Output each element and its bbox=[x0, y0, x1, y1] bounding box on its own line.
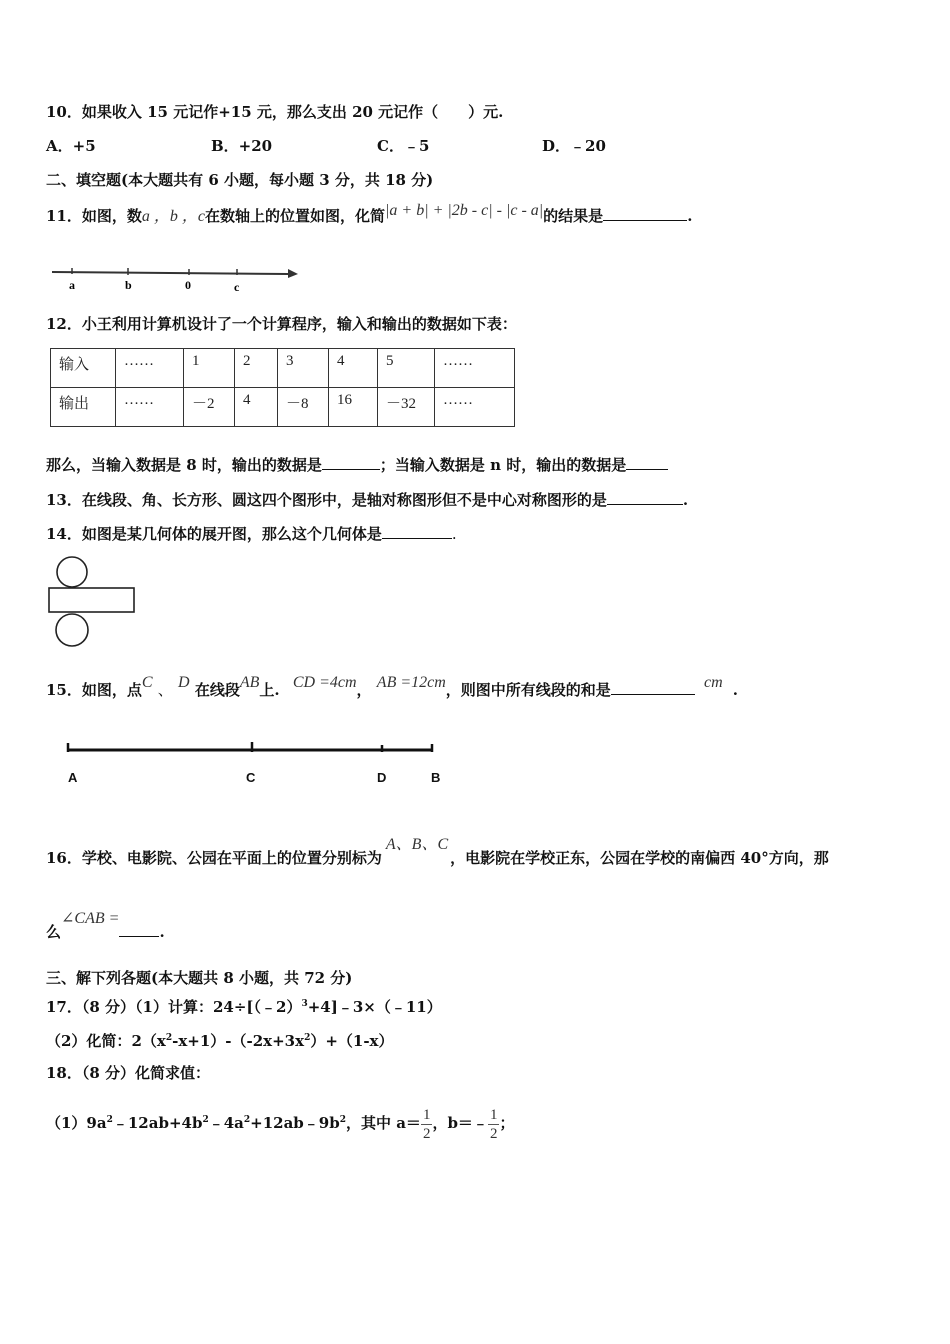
question-17-part2 bbox=[46, 1028, 394, 1051]
question-12-stem: 12．小王利用计算机设计了一个计算程序，输入和输出的数据如下表： bbox=[46, 315, 517, 333]
table-cell: 4 bbox=[235, 388, 278, 427]
q11-vars: a ，b ，c bbox=[141, 208, 205, 225]
answer-blank bbox=[322, 455, 380, 470]
fraction-denominator: 2 bbox=[489, 1125, 498, 1142]
table-row bbox=[51, 349, 515, 388]
label-a: a bbox=[69, 278, 75, 292]
answer-blank bbox=[382, 524, 452, 539]
fraction-numerator: 1 bbox=[422, 1106, 431, 1123]
q17-square-2: 2 bbox=[304, 1033, 311, 1043]
table-cell: 16 bbox=[329, 388, 378, 427]
q18-p3: ﹣4a bbox=[208, 1114, 244, 1132]
table-cell: －2 bbox=[184, 388, 235, 427]
question-13 bbox=[46, 490, 688, 510]
answer-blank bbox=[119, 922, 159, 937]
q15-tail: . bbox=[732, 681, 738, 699]
q16-points: A、B、C bbox=[385, 836, 449, 853]
q16-pre: 16．学校、电影院、公园在平面上的位置分别标为 bbox=[46, 849, 382, 867]
fraction-denominator: 2 bbox=[422, 1125, 431, 1142]
q18-p6: ，b＝﹣ bbox=[432, 1114, 488, 1132]
table-cell: …… bbox=[435, 388, 515, 427]
table-cell: 3 bbox=[278, 349, 329, 388]
fraction-half-b bbox=[488, 1106, 500, 1143]
table-row bbox=[51, 388, 515, 427]
question-16-line2 bbox=[46, 910, 165, 941]
number-line-axis bbox=[52, 272, 288, 274]
table-cell: …… bbox=[116, 388, 184, 427]
question-10-stem: 10．如果收入 15 元记作+15 元，那么支出 20 元记作（ ）元. bbox=[46, 103, 504, 121]
section-2-title: 二、填空题(本大题共有 6 小题，每小题 3 分，共 18 分) bbox=[46, 171, 434, 189]
q18-s2: 2 bbox=[202, 1115, 209, 1125]
question-18-title: 18．（8 分）化简求值： bbox=[46, 1064, 211, 1082]
segment-figure bbox=[62, 740, 442, 756]
question-12-answer bbox=[46, 455, 668, 475]
answer-blank bbox=[626, 455, 668, 470]
q18-s3: 2 bbox=[243, 1115, 251, 1125]
q17-part2a: （2）化简：2（x bbox=[46, 1032, 166, 1050]
question-16 bbox=[46, 836, 829, 870]
q15-sep: 、 bbox=[157, 681, 173, 699]
q15-pre: 15．如图，点 bbox=[46, 681, 142, 699]
q17-part1b: +4]﹣3×（﹣11） bbox=[307, 998, 442, 1016]
bottom-circle bbox=[56, 614, 88, 646]
q15-comma: ， bbox=[356, 681, 372, 699]
table-cell: －8 bbox=[278, 388, 329, 427]
table-cell: …… bbox=[116, 349, 184, 388]
option-c: C．﹣5 bbox=[377, 137, 430, 155]
cylinder-net-figure bbox=[46, 556, 138, 650]
q18-p4: +12ab﹣9b bbox=[250, 1114, 340, 1132]
table-cell: 4 bbox=[329, 349, 378, 388]
q17-part2b: -x+1）-（-2x+3x bbox=[172, 1032, 305, 1050]
q16-line2: 么 bbox=[46, 923, 62, 941]
point-label-b: B bbox=[431, 770, 441, 785]
fraction-half-a bbox=[421, 1106, 433, 1143]
question-10-options bbox=[46, 136, 746, 156]
q18-p1: （1）9a bbox=[46, 1114, 107, 1132]
number-line-figure bbox=[50, 264, 302, 294]
table-cell: …… bbox=[435, 349, 515, 388]
q12-answer-a: 那么，当输入数据是 8 时，输出的数据是 bbox=[46, 456, 322, 474]
q16-angle: ∠CAB = bbox=[61, 910, 120, 927]
q15-point-d: D bbox=[178, 674, 190, 691]
table-cell: 5 bbox=[378, 349, 435, 388]
q15-segment-ab: AB bbox=[239, 674, 260, 691]
point-label-c: C bbox=[246, 770, 256, 785]
q18-tail: ； bbox=[499, 1114, 515, 1132]
q18-p2: ﹣12ab+4b bbox=[112, 1114, 203, 1132]
q17-part2c: ）+（1-x） bbox=[310, 1032, 394, 1050]
question-11 bbox=[46, 202, 693, 227]
q17-exponent: 3 bbox=[301, 999, 308, 1009]
point-label-a: A bbox=[68, 770, 78, 785]
table-cell: 2 bbox=[235, 349, 278, 388]
io-table bbox=[50, 348, 515, 427]
q15-unit: cm bbox=[704, 674, 723, 691]
option-b: B．+20 bbox=[211, 137, 273, 155]
q15-ab-length: AB =12cm bbox=[376, 674, 446, 691]
q15-on: 上. bbox=[259, 681, 280, 699]
option-d: D．﹣20 bbox=[542, 137, 606, 155]
label-c: c bbox=[234, 280, 240, 294]
option-a: A．+5 bbox=[46, 137, 96, 155]
point-label-d: D bbox=[377, 770, 387, 785]
question-15 bbox=[46, 676, 738, 706]
fraction-numerator: 1 bbox=[489, 1106, 498, 1123]
q11-expression: |a + b| + |2b - c| - |c - a| bbox=[385, 202, 544, 219]
answer-blank bbox=[603, 206, 687, 221]
section-3-title: 三、解下列各题(本大题共 8 小题，共 72 分) bbox=[46, 969, 353, 987]
q11-mid: 在数轴上的位置如图，化简 bbox=[204, 207, 385, 225]
q13-text: 13．在线段、角、长方形、圆这四个图形中，是轴对称图形但不是中心对称图形的是 bbox=[46, 491, 607, 509]
q15-post: ，则图中所有线段的和是 bbox=[445, 681, 611, 699]
question-14 bbox=[46, 524, 457, 544]
q16-tail: . bbox=[159, 923, 165, 941]
q11-pre: 11．如图，数 bbox=[46, 207, 142, 225]
answer-blank bbox=[607, 490, 683, 505]
q11-tail: . bbox=[687, 207, 693, 225]
label-0: 0 bbox=[185, 278, 191, 292]
q11-post: 的结果是 bbox=[543, 207, 604, 225]
axis-arrow bbox=[288, 269, 298, 278]
q17-square-1: 2 bbox=[165, 1033, 173, 1043]
q14-tail: . bbox=[451, 525, 457, 543]
question-18-part1 bbox=[46, 1098, 514, 1142]
answer-blank bbox=[611, 680, 695, 695]
q14-text: 14．如图是某几何体的展开图，那么这个几何体是 bbox=[46, 525, 382, 543]
table-cell: －32 bbox=[378, 388, 435, 427]
q13-tail: . bbox=[682, 491, 689, 509]
top-circle bbox=[57, 557, 87, 587]
side-rectangle bbox=[49, 588, 134, 612]
label-b: b bbox=[125, 278, 132, 292]
question-17-part1 bbox=[46, 994, 442, 1017]
table-cell: 1 bbox=[184, 349, 235, 388]
table-cell: 输出 bbox=[51, 388, 116, 427]
q15-cd-length: CD =4cm bbox=[292, 674, 357, 691]
q15-mid: 在线段 bbox=[194, 681, 240, 699]
q18-s1: 2 bbox=[106, 1115, 113, 1125]
q15-point-c: C bbox=[141, 674, 153, 691]
q17-part1: 17．（8 分）（1）计算：24÷[（﹣2） bbox=[46, 998, 302, 1016]
q18-p5: ，其中 a＝ bbox=[345, 1114, 421, 1132]
q16-post: ，电影院在学校正东，公园在学校的南偏西 40°方向，那 bbox=[450, 849, 829, 867]
q18-s4: 2 bbox=[339, 1115, 346, 1125]
table-cell: 输入 bbox=[51, 349, 116, 388]
q12-answer-b: ；当输入数据是 n 时，输出的数据是 bbox=[379, 456, 627, 474]
